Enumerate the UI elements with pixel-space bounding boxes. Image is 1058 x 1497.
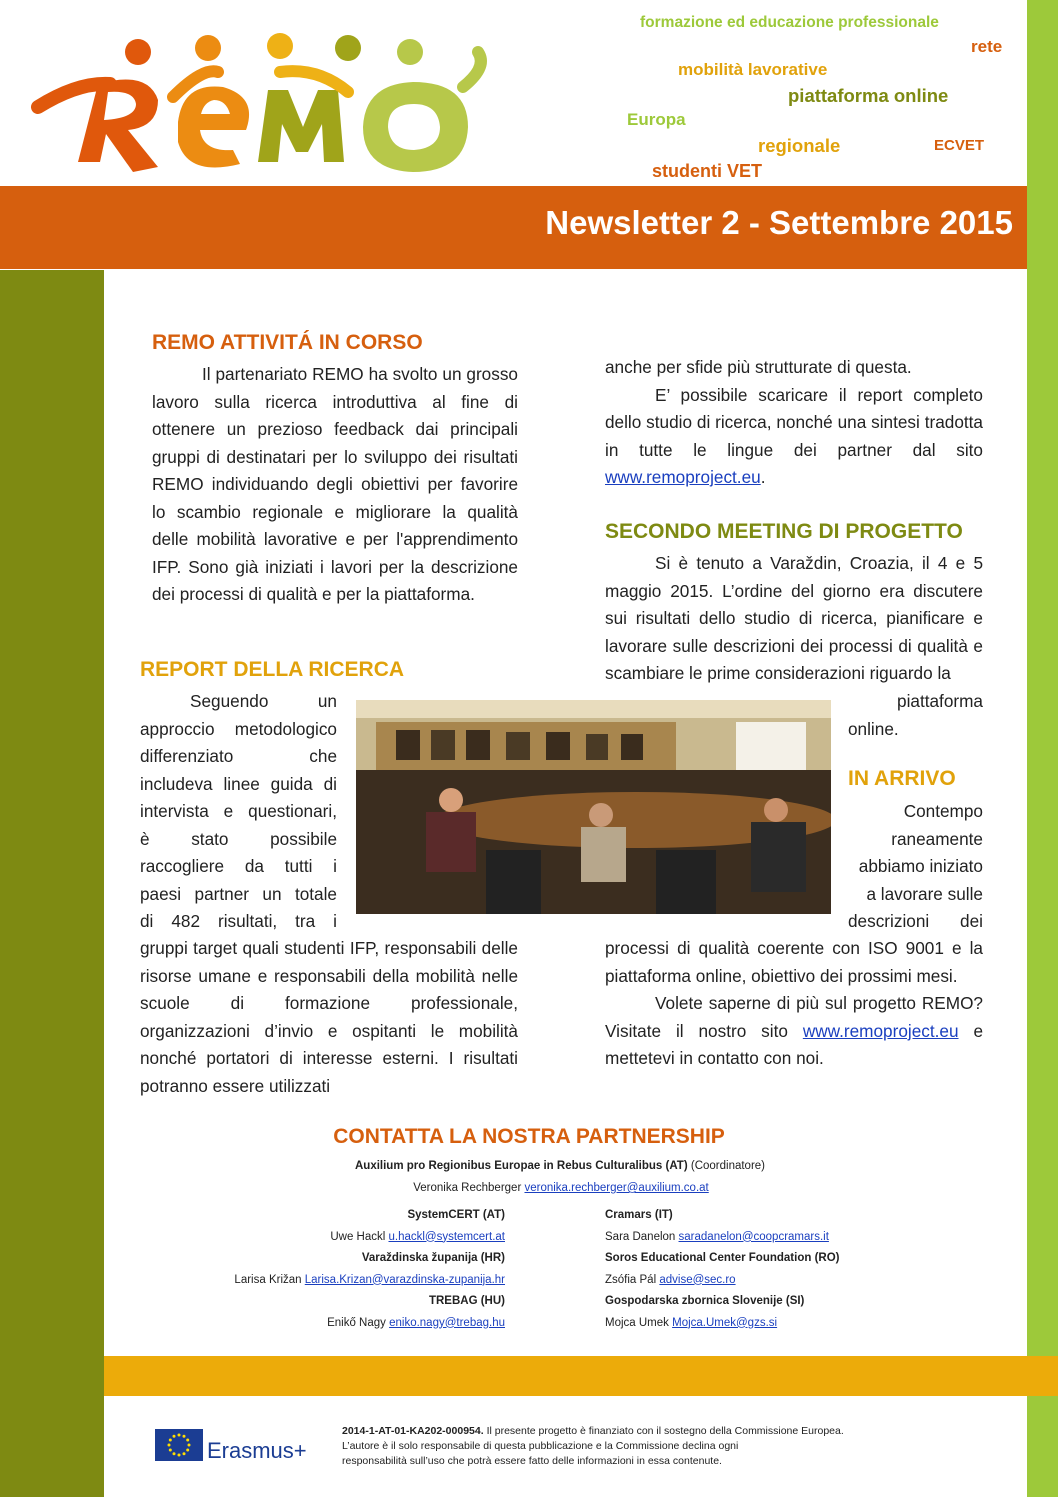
- left-olive-bar: [0, 270, 104, 1497]
- keyword-formazione: formazione ed educazione professionale: [640, 14, 939, 31]
- paragraph-meeting-end: piattaforma online.: [848, 691, 983, 739]
- email-link[interactable]: eniko.nagy@trebag.hu: [389, 1316, 505, 1329]
- erasmus-label: Erasmus+: [207, 1438, 307, 1463]
- keyword-regionale: regionale: [758, 135, 841, 156]
- remoproject-link-2[interactable]: www.remoproject.eu: [802, 1020, 959, 1041]
- email-link[interactable]: Larisa.Krizan@varazdinska-zupanija.hr: [304, 1273, 505, 1286]
- email-link[interactable]: u.hackl@systemcert.at: [388, 1230, 505, 1243]
- contacts-right-column: Cramars (IT) Sara Danelon saradanelon@coopcramars.it Soros Educational Center Foundation (RO) Zsófia Pál advise@sec.ro Gospodarska zbornica Slovenije (SI) Mojca Umek Mojca.Umek@gzs.si: [605, 1209, 840, 1329]
- paragraph-meeting: Si è tenuto a Varaždin, Croazia, il 4 e 5 maggio 2015. L’ordine del giorno era discutere sui risultati dello studio di ricerca, pianificare e lavorare sulle descrizioni dei processi di qualità e scambiare le prime considerazioni riguardo la: [605, 553, 983, 683]
- keyword-mobilita: mobilità lavorative: [678, 60, 828, 79]
- newsletter-title: Newsletter 2 - Settembre 2015: [545, 204, 1013, 241]
- paragraph-in-arrivo-rest: processi di qualità coerente con ISO 9001 e la piattaforma online, obiettivo dei prossimi mesi. Volete saperne di più sul progetto REMO? Visitate il nostro sito www.remoproject.eu e mettetevi in contatto con noi.: [605, 938, 983, 1068]
- email-link[interactable]: saradanelon@coopcramars.it: [678, 1230, 829, 1243]
- email-link[interactable]: Mojca.Umek@gzs.si: [672, 1316, 778, 1329]
- remoproject-link-1[interactable]: www.remoproject.eu: [605, 467, 761, 487]
- footer-yellow-band: [104, 1356, 1058, 1396]
- remo-logo: [18, 12, 500, 182]
- email-link[interactable]: advise@sec.ro: [659, 1273, 736, 1286]
- paragraph-report-rest: gruppi target quali studenti IFP, responsabili delle risorse umane e responsabili della mobilità nelle scuole di formazione professionale, organizzazioni d’invio e ospitanti le mobilità nonché portatori di interesse esterni. I risultati potranno essere utilizzati: [140, 938, 518, 1096]
- paragraph-report-narrow: Seguendo un approccio metodologico differenziato che includeva linee guida di intervista e questionari, è stato possibile raccogliere da tutti i paesi partner un totale di 482 risultati, tra i: [140, 691, 337, 931]
- heading-attivita: REMO ATTIVITÁ IN CORSO: [152, 331, 423, 354]
- heading-meeting: SECONDO MEETING DI PROGETTO: [605, 520, 963, 543]
- paragraph-attivita: Il partenariato REMO ha svolto un grosso lavoro sulla ricerca introduttiva al fine di ottenere un prezioso feedback dai principali gruppi di destinatari per lo sviluppo dei risultati REMO individuando degli obiettivi per favorire lo scambio regionale e migliorare la qualità delle mobilità lavorative e per l'apprendimento IFP. Sono già iniziati i lavori per la descrizione dei processi di qualità e per la piattaforma.: [152, 364, 518, 604]
- coordinator-email-link[interactable]: veronika.rechberger@auxilium.co.at: [524, 1182, 709, 1194]
- coordinator-org: Auxilium pro Regionibus Europae in Rebus Culturalibus (AT) (Coordinatore): [354, 1160, 766, 1172]
- keyword-piattaforma: piattaforma online: [788, 85, 949, 106]
- coordinator-contact: Veronika Rechberger veronika.rechberger@auxilium.co.at: [413, 1182, 709, 1194]
- keyword-europa: Europa: [627, 110, 686, 129]
- right-green-bar: [1027, 0, 1058, 1497]
- keyword-studenti-vet: studenti VET: [652, 161, 763, 181]
- paragraph-report-cont: anche per sfide più strutturate di questa. E’ possibile scaricare il report completo dello studio di ricerca, nonché una sintesi tradotta in tutte le lingue dei partner dal sito www.remoproject.eu.: [605, 357, 983, 487]
- keyword-ecvet: ECVET: [934, 137, 985, 154]
- eu-flag-icon: [155, 1429, 203, 1466]
- contacts-left-column: SystemCERT (AT) Uwe Hackl u.hackl@systemcert.at Varaždinska županija (HR) Larisa Križan Larisa.Krizan@varazdinska-zupanija.hr TREBAG (HU) Enikő Nagy eniko.nagy@trebag.hu: [234, 1209, 505, 1329]
- keyword-rete: rete: [971, 37, 1003, 56]
- footer-disclaimer: 2014-1-AT-01-KA202-000954. Il presente progetto è finanziato con il sostegno della Commissione Europea. L’autore è il solo responsabile di questa pubblicazione e la Commissione declina ogni responsabilità sull’uso che potrà essere fatto delle informazioni in essa contenute.: [342, 1425, 844, 1467]
- paragraph-in-arrivo-narrow: Contempo raneamente abbiamo iniziato a lavorare sulle descrizioni dei: [848, 801, 983, 931]
- contacts-title: CONTATTA LA NOSTRA PARTNERSHIP: [333, 1125, 725, 1148]
- heading-in-arrivo: IN ARRIVO: [848, 767, 956, 790]
- meeting-photo: [356, 700, 831, 914]
- heading-report: REPORT DELLA RICERCA: [140, 658, 405, 681]
